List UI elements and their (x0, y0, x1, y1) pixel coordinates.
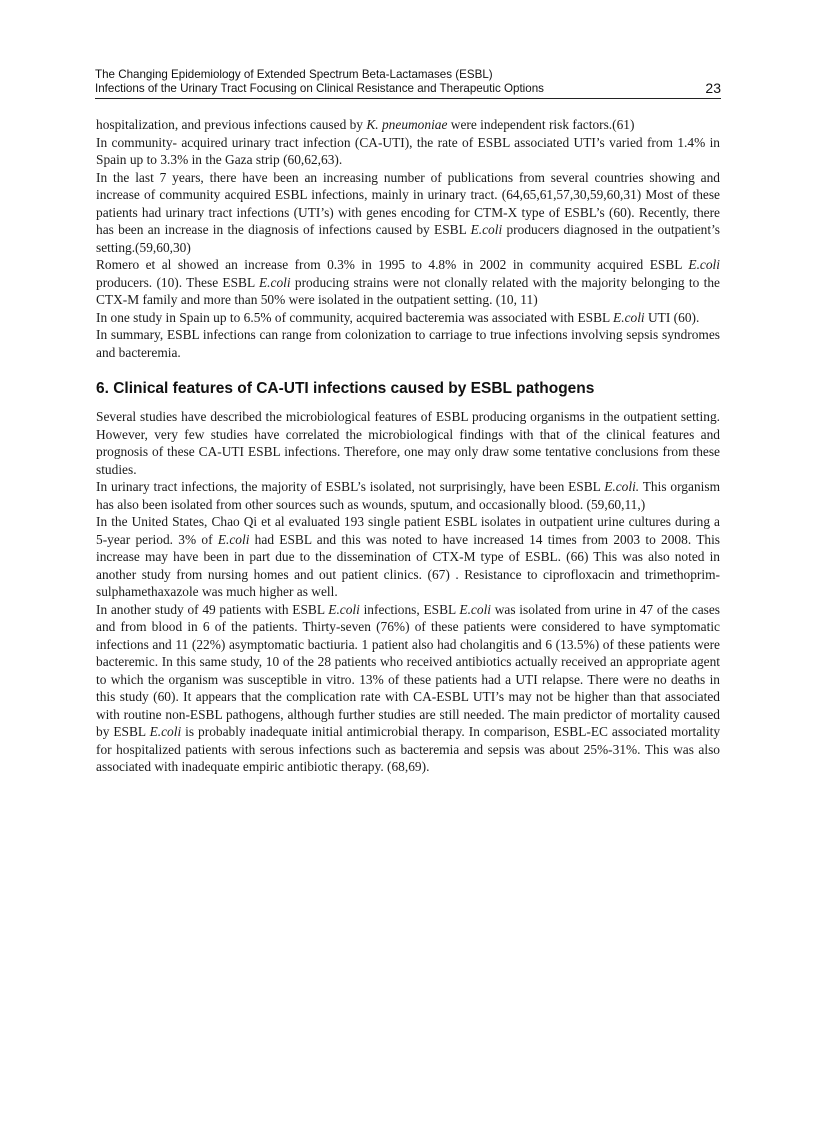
paragraph: In the last 7 years, there have been an increasing number of publications from several countries showing and increase of community acquired ESBL infections, mainly in urinary tract. (64,65,61,57,30,59,60,31) Most of these patients had urinary tract infections (UTI’s) with genes encoding for CTM-X type of ESBL’s (60). Recently, there has been an increase in the diagnosis of infections caused by ESBL E.coli producers diagnosed in the outpatient’s setting.(59,60,30) (96, 169, 720, 255)
paragraph: Several studies have described the microbiological features of ESBL producing organisms in the outpatient setting. However, very few studies have correlated the microbiological findings with that of the clinical features and prognosis of these CA-UTI ESBL infections. Therefore, one may only draw some tentative conclusions from these studies. (96, 409, 720, 477)
organism-name: K. pneumoniae (366, 117, 448, 132)
organism-name: E.coli (470, 222, 503, 237)
paragraph: In the United States, Chao Qi et al evaluated 193 single patient ESBL isolates in outpatient urine cultures during a 5-year period. 3% of E.coli had ESBL and this was noted to have increased 14 times from 2003 to 2008. This increase may have been in part due to the dissemination of CTX-M type of ESBL. (66) This was also noted in another study from nursing homes and out patient clinics. (67) . Resistance to ciprofloxacin and trimethoprim-sulphamethaxazole was much higher as well. (96, 514, 720, 599)
page-number: 23 (705, 80, 721, 96)
running-header (95, 68, 721, 96)
page-body (96, 116, 720, 776)
paragraph: In another study of 49 patients with ESBL E.coli infections, ESBL E.coli was isolated from urine in 47 of the cases and from blood in 6 of the patients. Thirty-seven (76%) of these patients were considered to have symptomatic infections and 11 (22%) asymptomatic bactiuria. 1 patient also had cholangitis and 6 (13.5%) of these patients were bacteremic. In this same study, 10 of the 28 patients who received antibiotics actually received an appropriate agent to which the organism was susceptible in vitro. 13% of these patients had a UTI relapse. There were no deaths in this study (60). It appears that the complication rate with CA-ESBL UTI’s may not be higher than that associated with routine non-ESBL pathogens, although further studies are still needed. The main predictor of mortality caused by ESBL E.coli is probably inadequate initial antimicrobial therapy. In comparison, ESBL-EC associated mortality for hospitalized patients with serous infections such as bacteremia and sepsis was about 25%-31%. This was also associated with inadequate empiric antibiotic therapy. (68,69). (96, 601, 721, 774)
paragraph: In summary, ESBL infections can range from colonization to carriage to true infections involving sepsis syndromes and bacteremia. (96, 327, 720, 360)
paragraph: In community- acquired urinary tract infection (CA-UTI), the rate of ESBL associated UTI’s varied from 1.4% in Spain up to 3.3% in the Gaza strip (60,62,63). (96, 134, 720, 167)
organism-name: E.coli (149, 724, 182, 739)
organism-name: E.coli (613, 309, 645, 325)
paragraph: hospitalization, and previous infections caused by K. pneumoniae were independent risk factors.(61) (96, 117, 635, 132)
organism-name: E.coli (258, 274, 291, 290)
paragraph: In urinary tract infections, the majority of ESBL’s isolated, not surprisingly, have been ESBL E.coli. This organism has also been isolated from other sources such as wounds, sputum, and occasionally blood. (59,60,11,) (96, 479, 720, 512)
organism-name: E.coli (459, 601, 492, 617)
organism-name: E.coli (217, 531, 250, 547)
header-title-line2: Infections of the Urinary Tract Focusing on Clinical Resistance and Therapeutic Options (95, 82, 544, 95)
section-heading: 6. Clinical features of CA-UTI infections caused by ESBL pathogens (96, 380, 595, 397)
header-rule (95, 98, 721, 99)
organism-name: E.coli (688, 257, 720, 272)
paragraph: In one study in Spain up to 6.5% of community, acquired bacteremia was associated with ESBL E.coli UTI (60). (96, 309, 700, 325)
organism-name: E.coli (328, 601, 360, 617)
header-title-line1: The Changing Epidemiology of Extended Spectrum Beta-Lactamases (ESBL) (95, 68, 493, 81)
paragraph: Romero et al showed an increase from 0.3% in 1995 to 4.8% in 2002 in community acquired ESBL E.coli producers. (10). These ESBL E.coli producing strains were not clonally related with the majority belonging to the CTX-M family and more than 50% were isolated in the outpatient setting. (10, 11) (96, 257, 720, 307)
organism-name: E.coli. (604, 479, 640, 494)
